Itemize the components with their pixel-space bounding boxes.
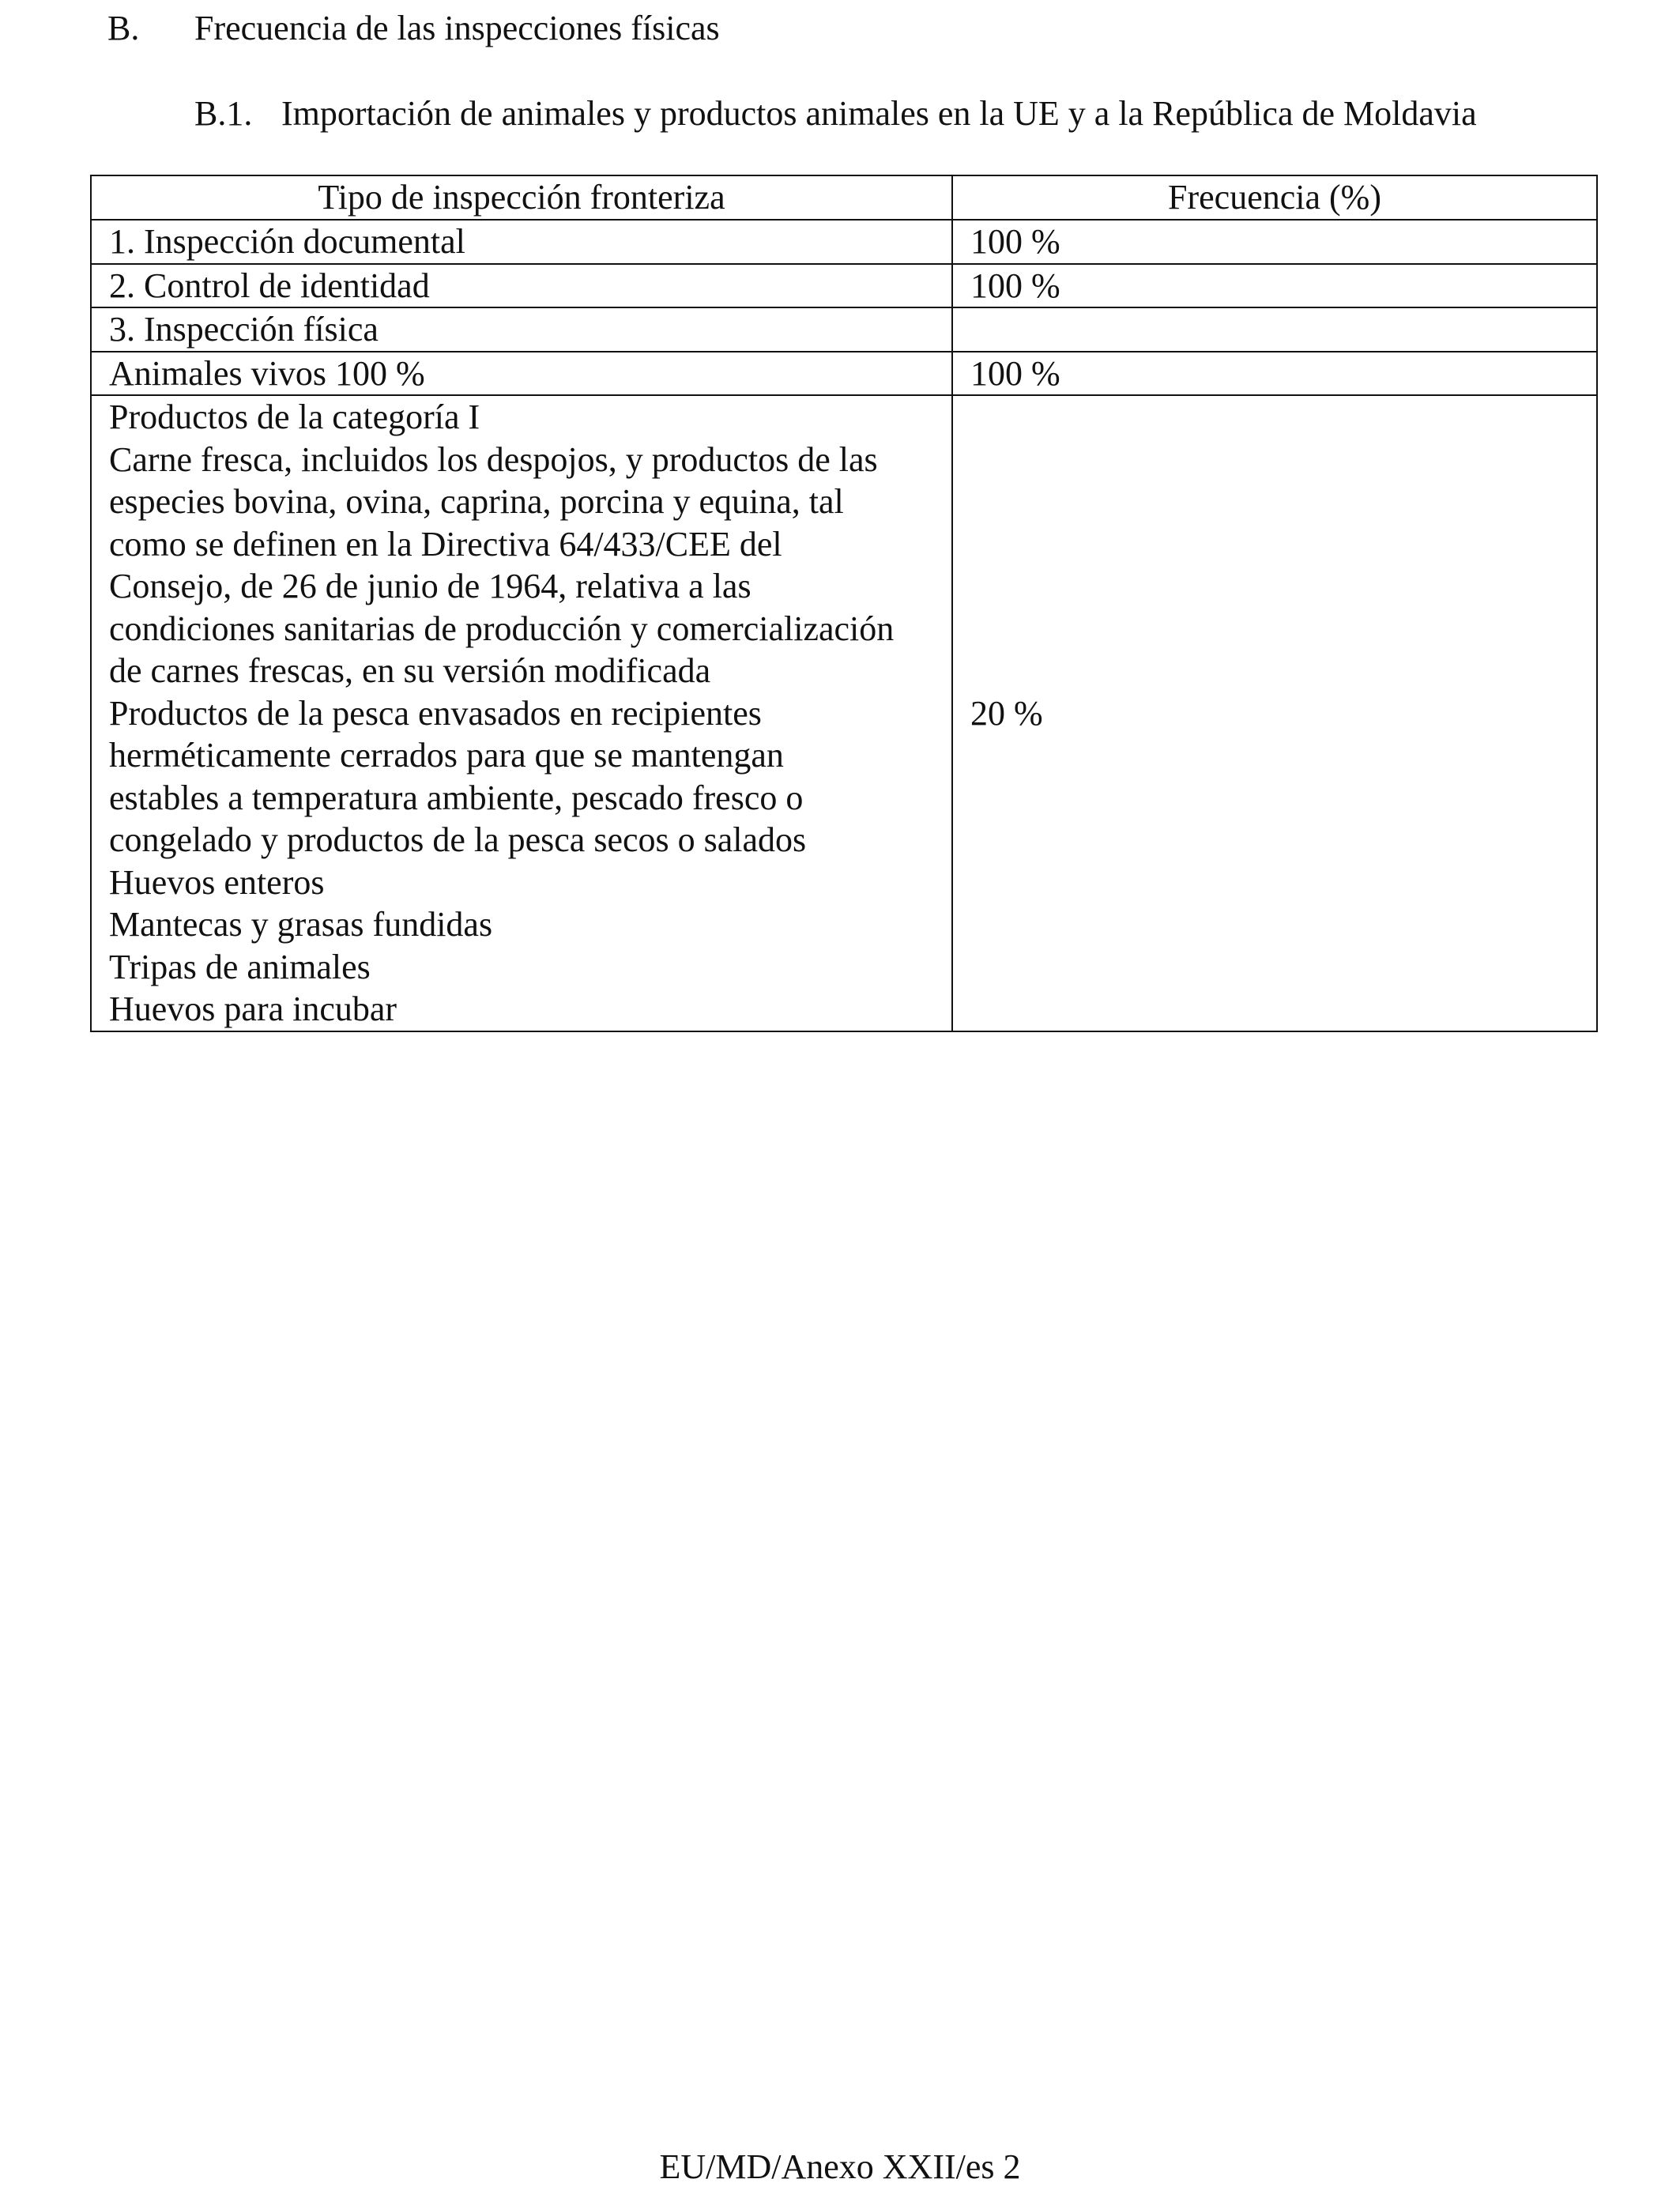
category-line: como se definen en la Directiva 64/433/CEE del bbox=[109, 524, 782, 564]
table-row bbox=[91, 264, 1597, 308]
category-line: Mantecas y grasas fundidas bbox=[109, 905, 493, 944]
category-line: herméticamente cerrados para que se mantengan bbox=[109, 736, 784, 775]
cell-frequency: 100 % bbox=[952, 352, 1597, 396]
category-line: Huevos para incubar bbox=[109, 990, 397, 1028]
cell-frequency: 100 % bbox=[952, 220, 1597, 264]
category-line: congelado y productos de la pesca secos o salados bbox=[109, 820, 807, 859]
cell-inspection-type: 2. Control de identidad bbox=[91, 264, 952, 308]
header-frequency: Frecuencia (%) bbox=[952, 175, 1597, 220]
section-heading bbox=[107, 5, 720, 52]
table-header-row bbox=[91, 175, 1597, 220]
subsection-title: Importación de animales y productos animales en la UE y a la República de Moldavia bbox=[281, 94, 1477, 133]
subsection-number: B.1. bbox=[194, 94, 253, 133]
cell-inspection-type: Animales vivos 100 % bbox=[91, 352, 952, 396]
table-row bbox=[91, 352, 1597, 396]
cell-category-products bbox=[91, 395, 952, 1031]
table-row bbox=[91, 220, 1597, 264]
category-line: de carnes frescas, en su versión modificada bbox=[109, 651, 711, 690]
category-line: Consejo, de 26 de junio de 1964, relativa a las bbox=[109, 567, 751, 605]
cell-category-frequency: 20 % bbox=[952, 395, 1597, 1031]
section-title: Frecuencia de las inspecciones físicas bbox=[194, 9, 720, 47]
cell-frequency: 100 % bbox=[952, 264, 1597, 308]
cell-inspection-type: 1. Inspección documental bbox=[91, 220, 952, 264]
cell-frequency bbox=[952, 307, 1597, 352]
section-number: B. bbox=[107, 9, 140, 47]
category-line: especies bovina, ovina, caprina, porcina y equina, tal bbox=[109, 482, 844, 521]
table-row-category-i bbox=[91, 395, 1597, 1031]
category-line: estables a temperatura ambiente, pescado fresco o bbox=[109, 778, 804, 817]
table-row bbox=[91, 307, 1597, 352]
category-line: Productos de la categoría I bbox=[109, 398, 480, 436]
category-line: Carne fresca, incluidos los despojos, y productos de las bbox=[109, 439, 878, 479]
subsection-heading bbox=[194, 90, 1477, 138]
category-line: Huevos enteros bbox=[109, 862, 325, 902]
category-line: Productos de la pesca envasados en recipientes bbox=[109, 693, 762, 733]
page-footer: EU/MD/Anexo XXII/es 2 bbox=[659, 2147, 1021, 2186]
category-line: Tripas de animales bbox=[109, 947, 371, 986]
header-inspection-type: Tipo de inspección fronteriza bbox=[91, 175, 952, 220]
category-line: condiciones sanitarias de producción y comercialización bbox=[109, 609, 895, 648]
cell-inspection-type: 3. Inspección física bbox=[91, 307, 952, 352]
inspection-frequency-table bbox=[90, 175, 1598, 1032]
